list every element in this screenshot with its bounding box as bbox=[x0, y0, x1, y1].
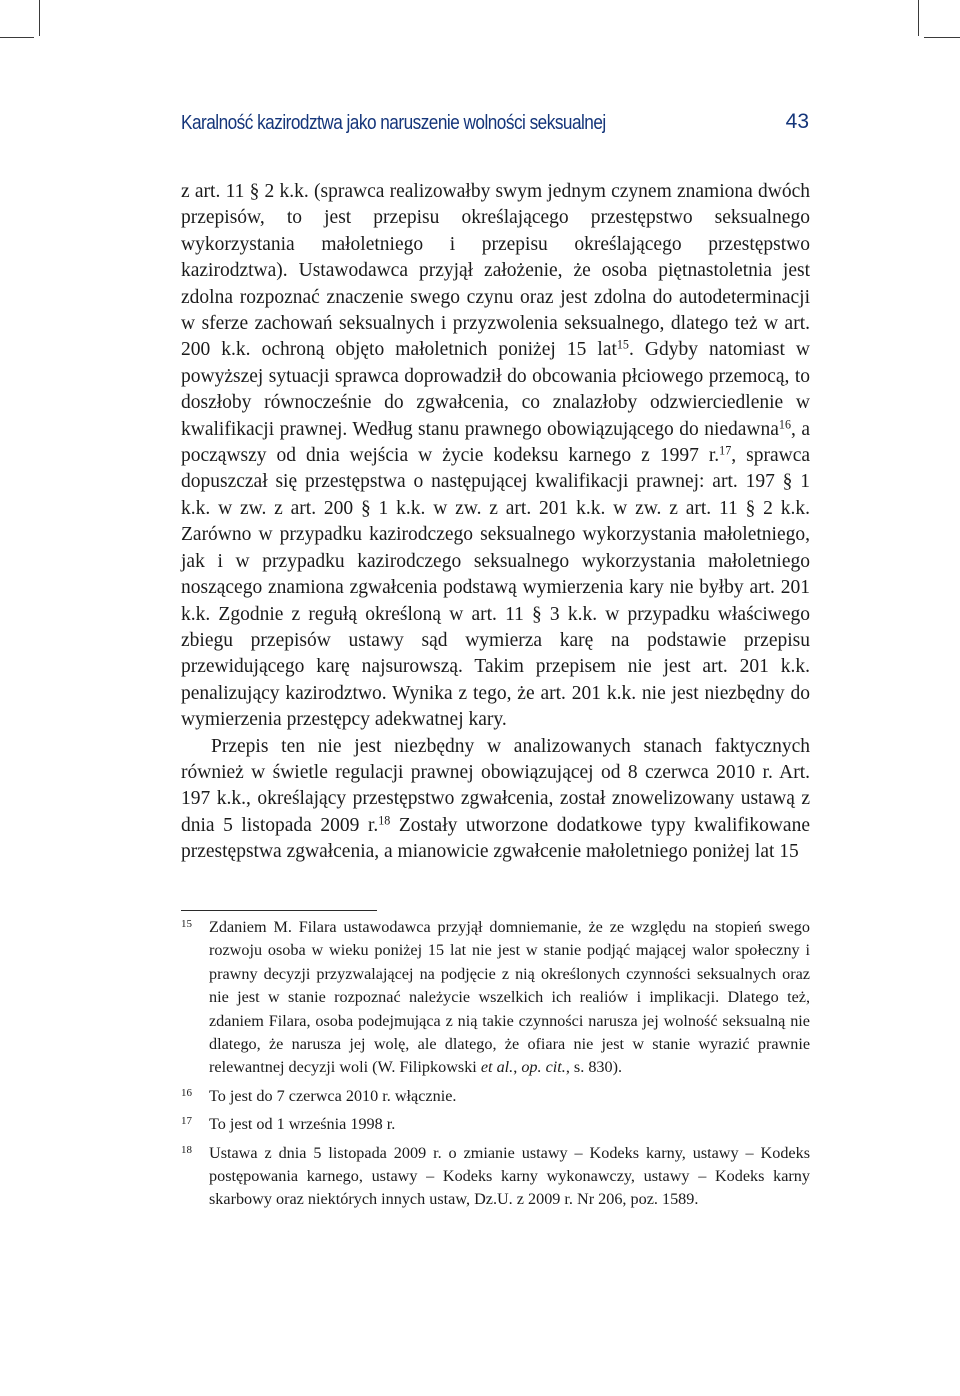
paragraph-1-part-a: z art. 11 § 2 k.k. (sprawca realizowałby swym jednym czynem znamiona dwóch przepisów, to jest przepisu określającego przestępstwo seksualnego wykorzystania małoletniego i przepisu określającego przestępstwo kazirodztwa). Ustawodawca przyjął założenie, że osoba piętnastoletnia jest zdolna rozpoznać znaczenie swego czynu oraz jest zdolna do autodeterminacji w sferze zachowań seksualnych i przyzwolenia seksualnego, dlatego też w art. 200 k.k. ochroną objęto małoletnich poniżej 15 lat bbox=[181, 181, 810, 361]
paragraph-1-part-b: . Gdyby natomiast w powyższej sytuacji sprawca doprowadził do obcowania płciowego przemocą, to doszłoby równocześnie do zgwałcenia, co znalazłoby odzwierciedlenie w kwalifikacji prawnej. Według stanu prawnego obowiązującego do niedawna bbox=[181, 339, 811, 440]
paragraph-2 bbox=[181, 734, 810, 866]
crop-mark-top-left-horizontal bbox=[0, 37, 34, 38]
main-text bbox=[181, 179, 810, 866]
footnote-15-sep: , bbox=[513, 1058, 522, 1077]
paragraph-1-part-d: , sprawca dopuszczał się przestępstwa o następującej kwalifikacji prawnej: art. 197 § 1 k.k. w zw. z art. 200 § 1 k.k. w zw. z art. 201 k.k. w zw. z art. 11 § 2 k.k. Zarówno w przypadku kazirodczego seksualnego wykorzystania małoletniego, jak i w przypadku kazirodczego seksualnego wykorzystania małoletniego noszącego znamiona zgwałcenia podstawą wymierzenia kary nie byłby art. 201 k.k. Zgodnie z regułą określoną w art. 11 § 3 k.k. w przypadku właściwego zbiegu przepisów ustawy sąd wymierza karę na podstawie przepisu przewidującego karę najsurowszą. Takim przepisem nie jest art. 201 k.k. penalizujący kazirodztwo. Wynika z tego, że art. 201 k.k. nie jest niezbędny do wymierzenia przestępcy adekwatnej kary. bbox=[181, 445, 810, 731]
footnote-ref-18: 18 bbox=[378, 813, 391, 828]
footnote-16 bbox=[181, 1085, 810, 1108]
footnote-18 bbox=[181, 1142, 810, 1212]
footnote-17 bbox=[181, 1113, 810, 1136]
footnote-15-et-al: et al. bbox=[480, 1058, 514, 1077]
paragraph-2-part-b: Zostały utworzone dodatkowe typy kwalifikowane przestępstwa zgwałcenia, a mianowicie zgwałcenie małoletniego poniżej lat 15 bbox=[181, 814, 810, 863]
footnote-ref-17: 17 bbox=[719, 443, 732, 458]
footnote-17-text: To jest od 1 września 1998 r. bbox=[209, 1115, 396, 1134]
paragraph-1 bbox=[181, 179, 810, 734]
paragraph-2-part-a: Przepis ten nie jest niezbędny w analizowanych stanach faktycznych również w świetle regulacji prawnej obowiązującej od 8 czerwca 2010 r. Art. 197 k.k., określający przestępstwo zgwałcenia, został znowelizowany ustawą z dnia 5 listopada 2009 r. bbox=[181, 735, 810, 836]
footnote-15 bbox=[181, 916, 810, 1080]
footnote-separator bbox=[181, 910, 377, 911]
footnotes bbox=[181, 916, 810, 1217]
footnote-16-text: To jest do 7 czerwca 2010 r. włącznie. bbox=[209, 1086, 457, 1105]
footnote-number: 15 bbox=[181, 918, 192, 930]
footnote-number: 18 bbox=[181, 1143, 192, 1156]
crop-mark-top-right-horizontal bbox=[924, 37, 960, 38]
footnote-15-text-a: Zdaniem M. Filara ustawodawca przyjął domniemanie, że ze względu na stopień swego rozwoju osoba w wieku poniżej 15 lat nie jest w stanie podjąć mającej walor społeczny i prawny decyzji przyzwalającej na podjęcie z nią określonych czynności seksualnych oraz nie jest w stanie rozpoznać należycie wszelkich ich realiów i implikacji. Dlatego też, zdaniem Filara, osoba podejmująca z nią takie czynności narusza jej wolność seksualną nie dlatego, że narusza jej wolę, ale dlatego, że ofiara nie jest w stanie wyrazić prawnie relewantnej decyzji woli (W. Filipkowski bbox=[209, 918, 810, 1077]
running-title: Karalność kazirodztwa jako naruszenie wolności seksualnej bbox=[181, 112, 606, 134]
footnote-18-text: Ustawa z dnia 5 listopada 2009 r. o zmianie ustawy – Kodeks karny, ustawy – Kodeks postępowania karnego, ustawy – Kodeks karny wykonawczy, ustawy – Kodeks karny skarbowy oraz niektórych innych ustaw, Dz.U. z 2009 r. Nr 206, poz. 1589. bbox=[209, 1143, 810, 1209]
footnote-number: 16 bbox=[181, 1086, 192, 1099]
footnote-ref-16: 16 bbox=[778, 417, 791, 432]
paragraph-1-part-c: , a począwszy od dnia wejścia w życie kodeksu karnego z 1997 r. bbox=[181, 418, 811, 467]
crop-mark-top-right bbox=[918, 0, 919, 36]
footnote-15-op-cit: op. cit. bbox=[521, 1058, 566, 1077]
page-number: 43 bbox=[785, 110, 809, 133]
footnote-15-text-b: , s. 830). bbox=[565, 1058, 623, 1077]
footnote-number: 17 bbox=[181, 1115, 192, 1128]
footnote-ref-15: 15 bbox=[616, 337, 629, 352]
crop-mark-top-left bbox=[39, 0, 40, 36]
running-head bbox=[181, 108, 811, 138]
